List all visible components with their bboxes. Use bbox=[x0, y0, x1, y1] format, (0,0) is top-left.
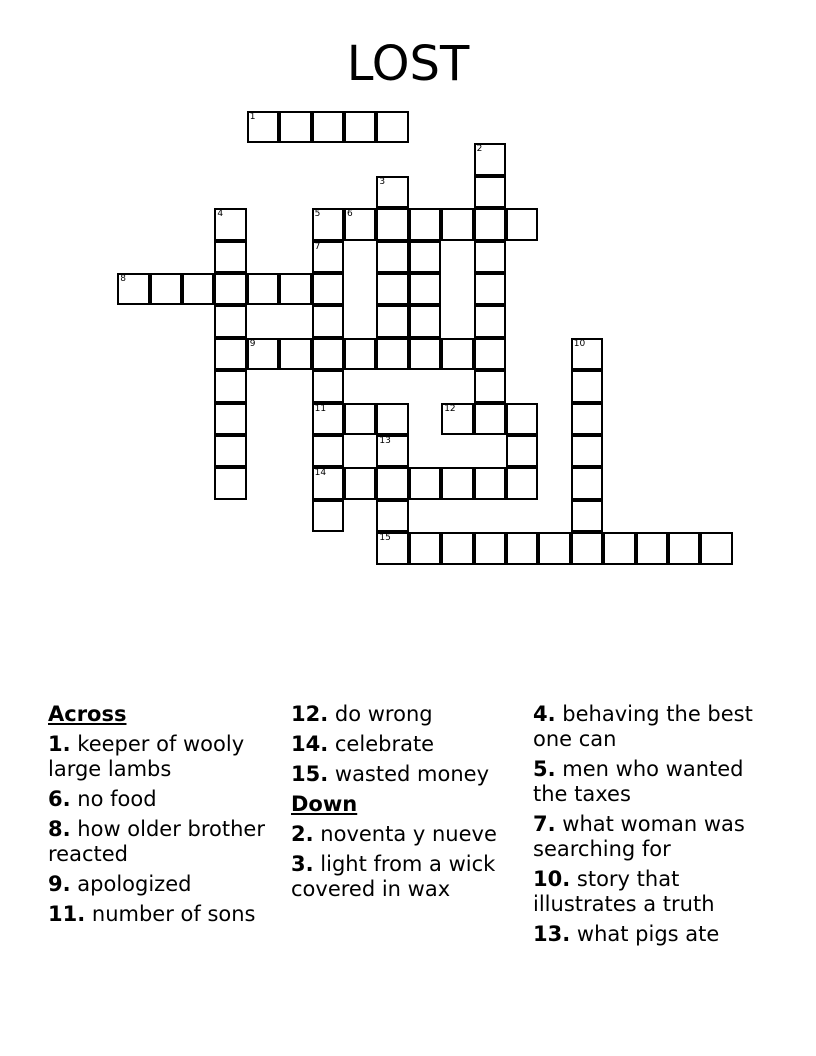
grid-cell[interactable] bbox=[279, 273, 311, 305]
cell-number: 12 bbox=[444, 403, 456, 414]
grid-cell[interactable] bbox=[376, 273, 408, 305]
cell-number: 10 bbox=[573, 338, 586, 349]
grid-cell[interactable] bbox=[474, 467, 506, 499]
grid-cell[interactable] bbox=[441, 338, 473, 370]
clue-across-9: 9. apologized bbox=[48, 872, 192, 896]
grid-cell[interactable] bbox=[506, 403, 538, 435]
grid-cell[interactable] bbox=[214, 338, 246, 370]
grid-cell[interactable] bbox=[409, 305, 441, 337]
cell-number: 2 bbox=[476, 144, 483, 155]
grid-cell[interactable] bbox=[506, 435, 538, 467]
down-heading: Down bbox=[291, 792, 358, 816]
grid-cell[interactable] bbox=[182, 273, 214, 305]
grid-cell[interactable] bbox=[150, 273, 182, 305]
cell-number: 7 bbox=[314, 241, 321, 252]
grid-cell[interactable] bbox=[376, 241, 408, 273]
clue-down-7: 7. what woman was searching for bbox=[533, 812, 745, 861]
grid-cell[interactable] bbox=[117, 273, 149, 305]
grid-cell[interactable] bbox=[571, 338, 603, 370]
grid-cell[interactable] bbox=[571, 403, 603, 435]
grid-cell[interactable] bbox=[474, 305, 506, 337]
cell-number: 1 bbox=[249, 112, 256, 122]
grid-cell[interactable] bbox=[376, 500, 408, 532]
cell-number: 6 bbox=[347, 209, 353, 220]
clue-across-12: 12. do wrong bbox=[291, 702, 433, 726]
grid-cell[interactable] bbox=[409, 467, 441, 499]
grid-cell[interactable] bbox=[474, 176, 506, 208]
grid-cell[interactable] bbox=[214, 273, 246, 305]
clue-down-5: 5. men who wanted the taxes bbox=[533, 757, 744, 806]
clue-across-6: 6. no food bbox=[48, 787, 157, 811]
clue-column-1 bbox=[48, 702, 286, 932]
clue-down-10: 10. story that illustrates a truth bbox=[533, 867, 715, 916]
grid-cell[interactable] bbox=[214, 435, 246, 467]
grid-cell[interactable] bbox=[571, 370, 603, 402]
grid-cell[interactable] bbox=[441, 403, 473, 435]
grid-cell[interactable] bbox=[247, 338, 279, 370]
clue-across-14: 14. celebrate bbox=[291, 732, 435, 756]
grid-cell[interactable] bbox=[376, 435, 408, 467]
grid-cell[interactable] bbox=[312, 370, 344, 402]
cell-number: 8 bbox=[120, 274, 126, 284]
grid-cell[interactable] bbox=[474, 370, 506, 402]
grid-cell[interactable] bbox=[344, 111, 376, 143]
grid-cell[interactable] bbox=[474, 241, 506, 273]
cell-number: 3 bbox=[379, 176, 386, 187]
grid-cell[interactable] bbox=[668, 532, 700, 564]
grid-cell[interactable] bbox=[312, 338, 344, 370]
grid-cell[interactable] bbox=[312, 305, 344, 337]
grid-cell[interactable] bbox=[312, 435, 344, 467]
grid-cell[interactable] bbox=[474, 208, 506, 240]
grid-cell[interactable] bbox=[636, 532, 668, 564]
cell-number: 14 bbox=[314, 468, 327, 479]
grid-cell[interactable] bbox=[409, 208, 441, 240]
grid-cell[interactable] bbox=[376, 176, 408, 208]
grid-cell[interactable] bbox=[344, 208, 376, 240]
clue-down-4: 4. behaving the best one can bbox=[533, 702, 753, 751]
clue-across-15: 15. wasted money bbox=[291, 762, 489, 786]
grid-cell[interactable] bbox=[409, 241, 441, 273]
grid-cell[interactable] bbox=[214, 305, 246, 337]
grid-cell[interactable] bbox=[441, 467, 473, 499]
grid-cell[interactable] bbox=[506, 208, 538, 240]
grid-cell[interactable] bbox=[214, 241, 246, 273]
grid-cell[interactable] bbox=[312, 403, 344, 435]
grid-cell[interactable] bbox=[474, 532, 506, 564]
clue-across-8: 8. how older brother reacted bbox=[48, 817, 265, 866]
grid-cell[interactable] bbox=[571, 500, 603, 532]
cell-number: 15 bbox=[379, 533, 391, 544]
grid-cell[interactable] bbox=[474, 403, 506, 435]
grid-cell[interactable] bbox=[474, 338, 506, 370]
grid-cell[interactable] bbox=[344, 403, 376, 435]
grid-cell[interactable] bbox=[344, 338, 376, 370]
grid-cell[interactable] bbox=[376, 467, 408, 499]
grid-cell[interactable] bbox=[538, 532, 570, 564]
grid-cell[interactable] bbox=[312, 111, 344, 143]
grid-cell[interactable] bbox=[571, 532, 603, 564]
grid-cell[interactable] bbox=[571, 467, 603, 499]
grid-cell[interactable] bbox=[441, 208, 473, 240]
grid-cell[interactable] bbox=[312, 273, 344, 305]
grid-cell[interactable] bbox=[409, 338, 441, 370]
grid-cell[interactable] bbox=[376, 111, 408, 143]
clue-down-2: 2. noventa y nueve bbox=[291, 822, 497, 846]
grid-cell[interactable] bbox=[441, 532, 473, 564]
grid-cell[interactable] bbox=[214, 208, 246, 240]
grid-cell[interactable] bbox=[279, 111, 311, 143]
puzzle-title: LOST bbox=[346, 36, 470, 92]
grid-cell[interactable] bbox=[700, 532, 732, 564]
clue-down-3: 3. light from a wick covered in wax bbox=[291, 852, 496, 901]
cell-number: 13 bbox=[379, 436, 391, 446]
cell-number: 9 bbox=[249, 338, 256, 349]
grid-cell[interactable] bbox=[376, 338, 408, 370]
grid-cell[interactable] bbox=[312, 500, 344, 532]
clue-across-1: 1. keeper of wooly large lambs bbox=[48, 732, 245, 781]
grid-cell[interactable] bbox=[376, 403, 408, 435]
grid-cell[interactable] bbox=[409, 532, 441, 564]
grid-cell[interactable] bbox=[506, 532, 538, 564]
across-heading: Across bbox=[48, 702, 127, 726]
clue-column-3 bbox=[533, 702, 783, 952]
grid-cell[interactable] bbox=[214, 403, 246, 435]
grid-cell[interactable] bbox=[376, 208, 408, 240]
grid-cell[interactable] bbox=[376, 532, 408, 564]
cell-number: 11 bbox=[314, 403, 327, 414]
clue-column-2 bbox=[291, 702, 529, 907]
clue-down-13: 13. what pigs ate bbox=[533, 922, 720, 946]
grid-cell[interactable] bbox=[376, 305, 408, 337]
cell-number: 4 bbox=[217, 209, 224, 220]
grid-cell[interactable] bbox=[312, 208, 344, 240]
clue-across-11: 11. number of sons bbox=[48, 902, 256, 926]
grid-cell[interactable] bbox=[312, 241, 344, 273]
grid-cell[interactable] bbox=[474, 273, 506, 305]
grid-cell[interactable] bbox=[312, 467, 344, 499]
grid-cell[interactable] bbox=[279, 338, 311, 370]
grid-cell[interactable] bbox=[214, 370, 246, 402]
grid-cell[interactable] bbox=[247, 273, 279, 305]
grid-cell[interactable] bbox=[571, 435, 603, 467]
grid-cell[interactable] bbox=[409, 273, 441, 305]
grid-cell[interactable] bbox=[603, 532, 635, 564]
grid-cell[interactable] bbox=[247, 111, 279, 143]
grid-cell[interactable] bbox=[214, 467, 246, 499]
grid-cell[interactable] bbox=[474, 143, 506, 175]
grid-cell[interactable] bbox=[344, 467, 376, 499]
grid-cell[interactable] bbox=[506, 467, 538, 499]
cell-number: 5 bbox=[314, 209, 321, 220]
